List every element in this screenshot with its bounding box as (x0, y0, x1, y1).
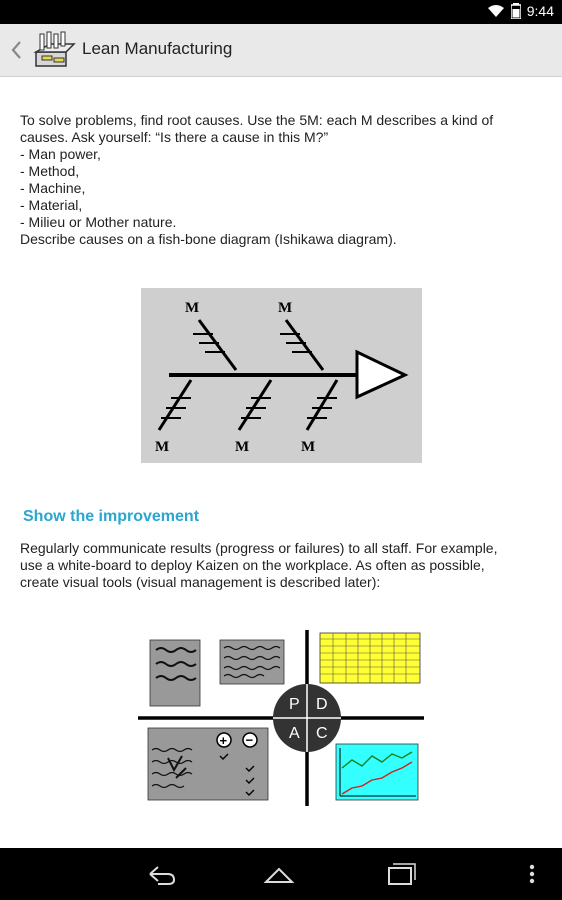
intro-line: - Method, (20, 163, 80, 179)
recent-apps-icon[interactable] (384, 860, 418, 888)
app-logo-icon[interactable] (30, 26, 78, 74)
minus-sign: − (245, 732, 254, 748)
improvement-line: use a white-board to deploy Kaizen on the workplace. As often as possible, (20, 557, 485, 573)
back-arrow-icon[interactable] (8, 38, 24, 62)
intro-line: - Milieu or Mother nature. (20, 214, 177, 230)
fishbone-label: M (278, 300, 293, 316)
intro-line: To solve problems, find root causes. Use the 5M: each M describes a kind of (20, 112, 494, 128)
improvement-line: create visual tools (visual management is described later): (20, 574, 381, 590)
fishbone-label: M (235, 439, 250, 455)
pdca-plan: P (289, 696, 300, 713)
intro-line: - Machine, (20, 180, 86, 196)
pdca-diagram (136, 628, 426, 808)
home-icon[interactable] (262, 860, 296, 888)
intro-line: - Material, (20, 197, 83, 213)
fishbone-label: M (185, 300, 200, 316)
plus-sign: + (219, 733, 228, 748)
pdca-act: A (289, 725, 300, 742)
battery-icon (511, 3, 521, 19)
improvement-line: Regularly communicate results (progress or failures) to all staff. For example, (20, 540, 498, 556)
overflow-menu-icon[interactable] (522, 860, 542, 888)
fishbone-label: M (301, 439, 316, 455)
intro-line: - Man power, (20, 146, 101, 162)
intro-paragraph (20, 112, 545, 248)
back-icon[interactable] (144, 860, 178, 888)
action-bar (0, 24, 562, 77)
fishbone-label: M (155, 439, 170, 455)
pdca-do: D (316, 696, 328, 713)
wifi-icon (487, 4, 505, 18)
pdca-check: C (316, 725, 328, 742)
status-bar (0, 0, 562, 24)
navigation-bar (0, 848, 562, 900)
section-title: Show the improvement (23, 508, 200, 525)
intro-line: Describe causes on a fish-bone diagram (Ishikawa diagram). (20, 231, 397, 247)
app-title: Lean Manufacturing (82, 39, 233, 58)
clock: 9:44 (526, 3, 554, 19)
improvement-paragraph (20, 540, 545, 591)
intro-line: causes. Ask yourself: “Is there a cause in this M?” (20, 129, 329, 145)
fishbone-diagram (141, 288, 422, 463)
